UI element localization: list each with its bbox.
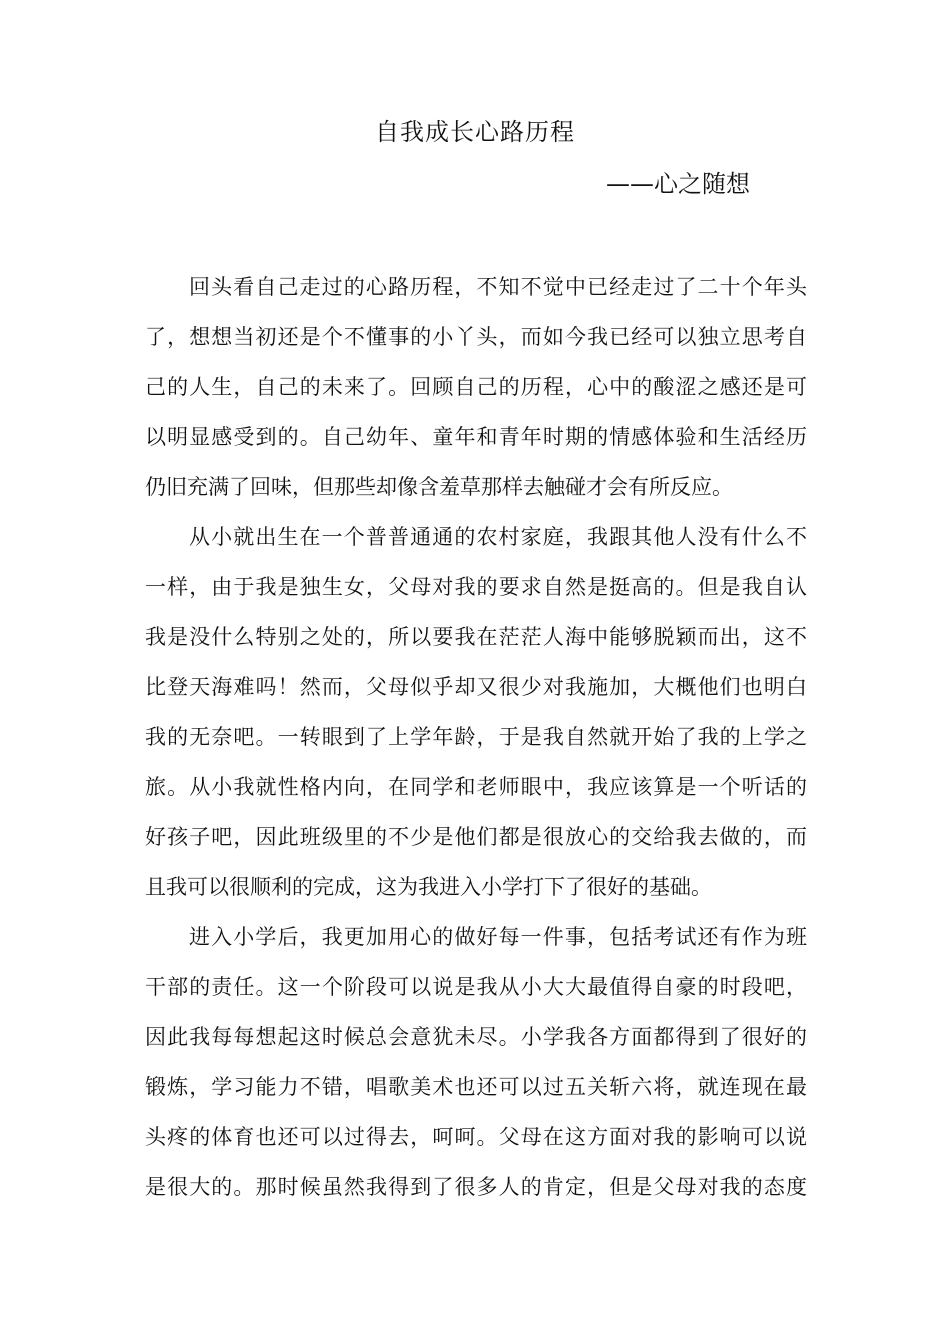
paragraph-1	[145, 262, 807, 512]
text-line: 旅。从小我就性格内向，在同学和老师眼中，我应该算是一个听话的	[145, 775, 807, 799]
text-line: 从小就出生在一个普普通通的农村家庭，我跟其他人没有什么不	[189, 525, 807, 549]
text-line: 了，想想当初还是个不懂事的小丫头，而如今我已经可以独立思考自	[145, 325, 807, 349]
text-line: 己的人生，自己的未来了。回顾自己的历程，心中的酸涩之感还是可	[145, 375, 807, 399]
text-line: 一样，由于我是独生女，父母对我的要求自然是挺高的。但是我自认	[145, 575, 807, 599]
paragraph-3	[145, 912, 807, 1212]
text-line: 我的无奈吧。一转眼到了上学年龄，于是我自然就开始了我的上学之	[145, 725, 807, 749]
text-line: 且我可以很顺利的完成，这为我进入小学打下了很好的基础。	[145, 875, 712, 899]
text-line: 比登天海难吗！然而，父母似乎却又很少对我施加，大概他们也明白	[145, 675, 807, 699]
paragraph-2	[145, 512, 807, 912]
text-line: 锻炼，学习能力不错，唱歌美术也还可以过五关斩六将，就连现在最	[145, 1075, 807, 1099]
document-title: 自我成长心路历程	[375, 118, 575, 146]
text-line: 好孩子吧，因此班级里的不少是他们都是很放心的交给我去做的，而	[145, 825, 807, 849]
text-line: 进入小学后，我更加用心的做好每一件事，包括考试还有作为班	[189, 925, 807, 949]
text-line: 因此我每每想起这时候总会意犹未尽。小学我各方面都得到了很好的	[145, 1025, 807, 1049]
text-line: 回头看自己走过的心路历程，不知不觉中已经走过了二十个年头	[189, 275, 807, 299]
text-line: 头疼的体育也还可以过得去，呵呵。父母在这方面对我的影响可以说	[145, 1125, 807, 1149]
text-line: 仍旧充满了回味，但那些却像含羞草那样去触碰才会有所反应。	[145, 475, 733, 499]
text-line: 以明显感受到的。自己幼年、童年和青年时期的情感体验和生活经历	[145, 425, 807, 449]
text-line: 干部的责任。这一个阶段可以说是我从小大大最值得自豪的时段吧，	[145, 975, 807, 999]
document-subtitle: ——心之随想	[606, 170, 750, 198]
text-line: 我是没什么特别之处的，所以要我在茫茫人海中能够脱颖而出，这不	[145, 625, 807, 649]
text-line: 是很大的。那时候虽然我得到了很多人的肯定，但是父母对我的态度	[145, 1175, 807, 1199]
document-body	[145, 262, 807, 1212]
